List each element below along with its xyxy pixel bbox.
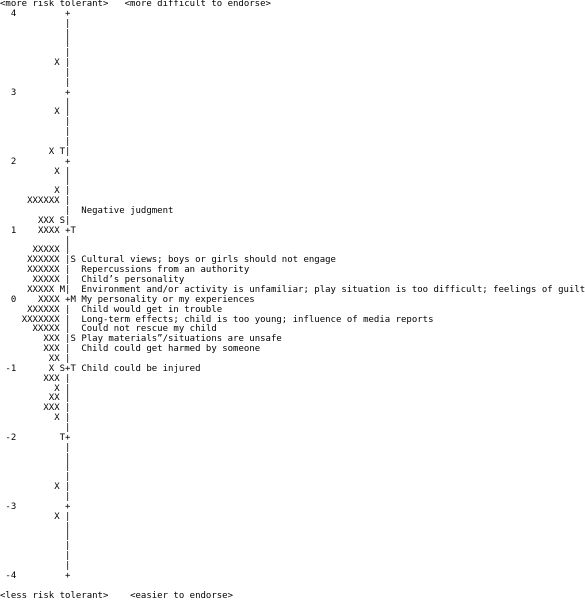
map-row — [0, 552, 585, 562]
map-row — [0, 138, 585, 148]
map-row — [0, 365, 585, 375]
header-line — [0, 0, 585, 10]
map-row — [0, 177, 585, 187]
axis-mark: S+T — [59, 363, 76, 374]
map-row — [0, 168, 585, 178]
person-marks: X — [48, 146, 55, 157]
axis-tick-label: -4 — [0, 570, 17, 581]
map-row — [0, 30, 585, 40]
map-row — [0, 108, 585, 118]
map-row — [0, 20, 585, 30]
axis-mark: | — [65, 28, 71, 39]
person-marks: XXX — [43, 334, 60, 345]
map-row — [0, 227, 585, 237]
axis-mark: | — [65, 18, 71, 29]
axis-mark: | — [65, 58, 71, 69]
map-row — [0, 385, 585, 395]
axis-tick-label: 2 — [0, 156, 17, 167]
item-label: Child’s personality — [81, 275, 185, 286]
person-marks: XXXXXXX — [21, 314, 60, 325]
map-row — [0, 454, 585, 464]
axis-mark: | — [65, 245, 71, 256]
axis-tick-label: 3 — [0, 87, 17, 98]
map-row — [0, 79, 585, 89]
item-label: Repercussions from an authority — [81, 265, 250, 276]
axis-mark: | — [65, 560, 71, 571]
map-row — [0, 444, 585, 454]
axis-mark: |S — [65, 334, 76, 345]
footer-line — [0, 592, 585, 601]
map-row — [0, 513, 585, 523]
map-row — [0, 99, 585, 109]
axis-mark: | — [65, 97, 71, 108]
person-marks: X — [54, 166, 60, 177]
map-row — [0, 483, 585, 493]
person-marks: XXXXXX — [27, 265, 60, 276]
axis-mark: | — [65, 117, 71, 128]
map-row — [0, 463, 585, 473]
axis-mark: | — [65, 442, 71, 453]
header-right: <more difficult to endorse> — [124, 0, 271, 9]
map-row — [0, 532, 585, 542]
person-marks: X — [54, 511, 60, 522]
map-row — [0, 158, 585, 168]
axis-mark: T+ — [59, 432, 71, 443]
person-marks: XXXXX — [32, 245, 60, 256]
axis-mark: | — [65, 196, 71, 207]
axis-tick-label: -2 — [0, 432, 17, 443]
axis-mark: | — [65, 137, 71, 148]
item-label: Long-term effects; child is too young; influence of media reports — [81, 314, 434, 325]
axis-mark: +M — [65, 294, 76, 305]
footer-right: <easier to endorse> — [130, 590, 234, 601]
person-marks: XXX — [43, 403, 60, 414]
axis-mark: | — [65, 403, 71, 414]
map-row — [0, 89, 585, 99]
map-row — [0, 424, 585, 434]
map-row — [0, 59, 585, 69]
map-row — [0, 49, 585, 59]
person-marks: XXXX — [37, 294, 60, 305]
person-marks: XXXX — [37, 225, 60, 236]
person-marks: X — [54, 413, 60, 424]
map-row — [0, 69, 585, 79]
axis-mark: | — [65, 462, 71, 473]
axis-tick-label: -3 — [0, 501, 17, 512]
axis-tick-label: 1 — [0, 225, 17, 236]
axis-mark: | — [65, 68, 71, 79]
axis-mark: + — [65, 8, 71, 19]
axis-mark: | — [65, 551, 71, 562]
axis-mark: | — [65, 422, 71, 433]
person-marks: XXXXXX — [27, 304, 60, 315]
map-row — [0, 414, 585, 424]
map-row — [0, 345, 585, 355]
item-label: Could not rescue my child — [81, 324, 217, 335]
map-row — [0, 493, 585, 503]
person-marks: XXXXXX — [27, 255, 60, 266]
person-marks: X — [54, 383, 60, 394]
axis-mark: | — [65, 413, 71, 424]
axis-mark: | — [65, 511, 71, 522]
person-marks: XXX — [43, 373, 60, 384]
axis-mark: + — [65, 501, 71, 512]
axis-mark: | — [65, 77, 71, 88]
axis-mark: | — [65, 373, 71, 384]
map-row — [0, 148, 585, 158]
axis-mark: | — [65, 48, 71, 59]
map-row — [0, 128, 585, 138]
person-marks: X — [48, 363, 55, 374]
item-label: Environment and/or activity is unfamiliar; play situation is too difficult; feelings of guilt — [81, 284, 585, 295]
map-row — [0, 187, 585, 197]
axis-mark: |S — [65, 255, 76, 266]
item-label: Child could get harmed by someone — [81, 344, 261, 355]
axis-mark: | — [65, 472, 71, 483]
map-row — [0, 10, 585, 20]
map-row — [0, 572, 585, 582]
item-label: Child would get in trouble — [81, 304, 223, 315]
axis-mark: | — [65, 344, 71, 355]
axis-mark: | — [65, 393, 71, 404]
map-rows — [0, 10, 585, 582]
map-row — [0, 523, 585, 533]
axis-mark: S| — [59, 215, 71, 226]
axis-mark: | — [65, 275, 71, 286]
axis-mark: +T — [65, 225, 76, 236]
person-marks: XXXXX — [27, 284, 55, 295]
axis-mark: + — [65, 570, 71, 581]
map-row — [0, 503, 585, 513]
person-marks: X — [54, 58, 60, 69]
axis-mark: | — [65, 265, 71, 276]
axis-mark: | — [65, 353, 71, 364]
axis-tick-label: 0 — [0, 294, 17, 305]
axis-mark: M| — [59, 284, 71, 295]
axis-mark: | — [65, 107, 71, 118]
axis-mark: + — [65, 156, 71, 167]
item-label: Play materials”/situations are unsafe — [81, 334, 282, 345]
map-row — [0, 394, 585, 404]
axis-mark: | — [65, 452, 71, 463]
map-row — [0, 118, 585, 128]
item-label: My personality or my experiences — [81, 294, 255, 305]
axis-mark: | — [65, 491, 71, 502]
axis-mark: | — [65, 38, 71, 49]
map-row — [0, 542, 585, 552]
axis-mark: T| — [59, 146, 71, 157]
axis-mark: | — [65, 127, 71, 138]
item-label: Negative judgment — [81, 206, 174, 217]
person-marks: X — [54, 482, 60, 493]
axis-mark: | — [65, 206, 71, 217]
header-left: <more risk tolerant> — [0, 0, 109, 9]
person-marks: XXX — [37, 215, 55, 226]
axis-mark: | — [65, 314, 71, 325]
map-row — [0, 217, 585, 227]
map-row — [0, 434, 585, 444]
axis-mark: | — [65, 531, 71, 542]
map-row — [0, 375, 585, 385]
person-marks: X — [54, 186, 60, 197]
person-marks: XX — [48, 353, 60, 364]
axis-mark: | — [65, 186, 71, 197]
axis-mark: | — [65, 383, 71, 394]
map-row — [0, 562, 585, 572]
map-row — [0, 473, 585, 483]
axis-mark: | — [65, 482, 71, 493]
axis-tick-label: -1 — [0, 363, 17, 374]
person-marks: XX — [48, 393, 60, 404]
footer-left: <less risk tolerant> — [0, 590, 109, 601]
item-label: Child could be injured — [81, 363, 201, 374]
axis-mark: | — [65, 324, 71, 335]
person-marks: XXX — [43, 344, 60, 355]
map-row — [0, 404, 585, 414]
person-marks: XXXXX — [32, 275, 60, 286]
axis-mark: + — [65, 87, 71, 98]
axis-tick-label: 4 — [0, 8, 17, 19]
person-marks: XXXXX — [32, 324, 60, 335]
axis-mark: | — [65, 521, 71, 532]
axis-mark: | — [65, 304, 71, 315]
map-row — [0, 237, 585, 247]
axis-mark: | — [65, 541, 71, 552]
axis-mark: | — [65, 235, 71, 246]
axis-mark: | — [65, 166, 71, 177]
map-row — [0, 207, 585, 217]
item-label: Cultural views; boys or girls should not engage — [81, 255, 336, 266]
person-marks: XXXXXX — [27, 196, 60, 207]
person-marks: X — [54, 107, 60, 118]
map-row — [0, 39, 585, 49]
axis-mark: | — [65, 176, 71, 187]
